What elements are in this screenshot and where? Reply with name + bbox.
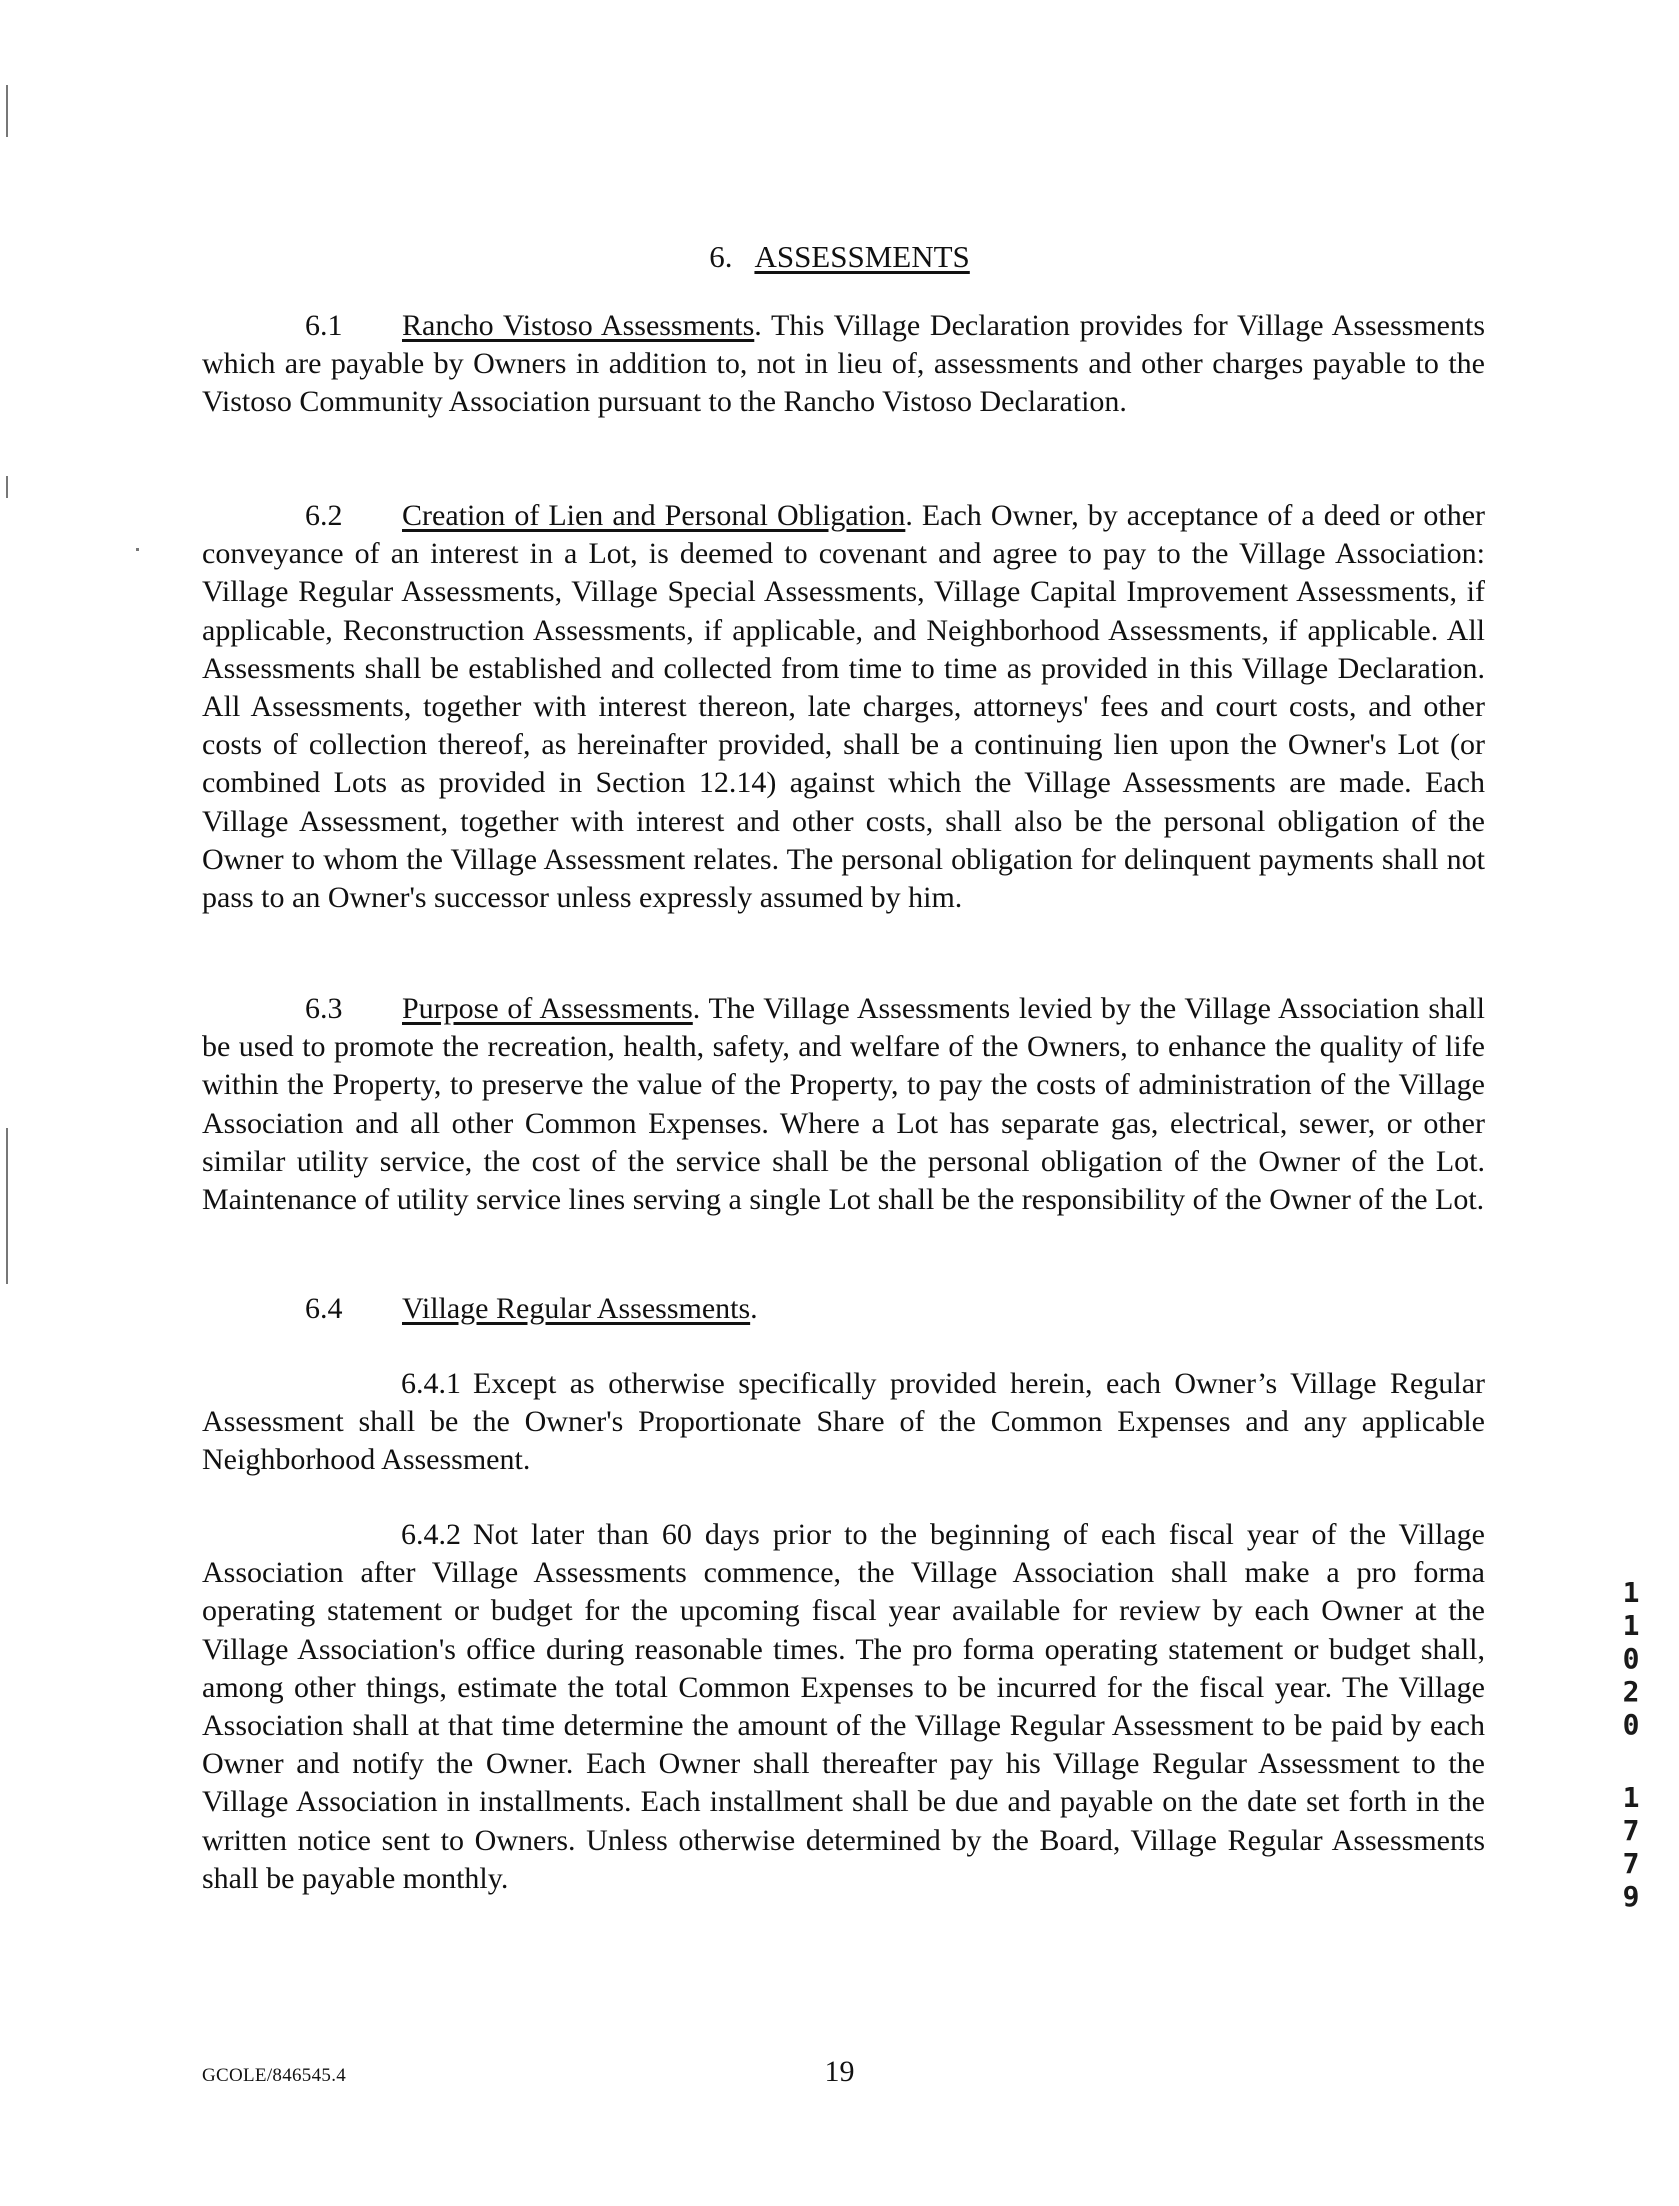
bates-digit: 7 <box>1622 1814 1640 1847</box>
bates-digit: 0 <box>1622 1642 1640 1675</box>
paragraph-number: 6.4.1 <box>401 1367 461 1400</box>
paragraph-text: . This Village Declaration provides for Village Assessments which are payable by Owners in addition to, not in lieu of, assessments and other charges payable to the Vistoso Community Association pursuant to the Rancho Vistoso Declaration. <box>202 309 1486 419</box>
paragraph-text: . The Village Assessments levied by the Village Association shall be used to promote the recreation, health, safety, and welfare of the Owners, to enhance the quality of life within the Property, to preserve the value of the Property, to pay the costs of administration of the Village Association and all other Common Expenses. Where a Lot has separate gas, electrical, sewer, or other similar utility service, the cost of the service shall be the personal obligation of the Owner of the Lot. Maintenance of utility service lines serving a single Lot shall be the responsibility of the Owner of the Lot. <box>202 992 1486 1217</box>
bates-digit: 9 <box>1622 1880 1640 1913</box>
paragraph-caption: Creation of Lien and Personal Obligation <box>402 499 906 532</box>
footer-document-id: GCOLE/846545.4 <box>202 2065 347 2086</box>
bates-digit: 1 <box>1622 1781 1640 1814</box>
footer-page-number: 19 <box>824 2055 855 2088</box>
bates-digit: 2 <box>1622 1675 1640 1708</box>
scan-artifact <box>6 1128 8 1284</box>
bates-digit: 1 <box>1622 1609 1640 1642</box>
paragraph-caption: Purpose of Assessments <box>402 992 693 1025</box>
paragraph-number: 6.2 <box>305 499 343 532</box>
paragraph-number: 6.4.2 <box>401 1518 461 1551</box>
paragraph-text: Except as otherwise specifically provided herein, each Owner’s Village Regular Assessment shall be the Owner's Proportionate Share of the Common Expenses and any applicable Neighborhood Assessment. <box>202 1367 1485 1477</box>
scan-artifact <box>136 548 139 551</box>
paragraph-caption: Village Regular Assessments <box>402 1292 751 1325</box>
section-title: ASSESSMENTS <box>754 239 970 274</box>
bates-digit: 7 <box>1622 1847 1640 1880</box>
paragraph-6-1 <box>202 307 1485 422</box>
paragraph-6-4-2 <box>202 1516 1485 1898</box>
paragraph-number: 6.3 <box>305 992 343 1025</box>
bates-stamp <box>1616 1576 1646 1913</box>
paragraph-text: . <box>750 1292 758 1325</box>
paragraph-number: 6.4 <box>305 1292 343 1325</box>
section-number: 6. <box>709 239 733 274</box>
bates-digit: 1 <box>1622 1576 1640 1609</box>
paragraph-6-4 <box>202 1290 1485 1328</box>
scan-artifact <box>6 476 8 498</box>
paragraph-6-4-1 <box>202 1365 1485 1480</box>
paragraph-caption: Rancho Vistoso Assessments <box>402 309 755 342</box>
paragraph-6-3 <box>202 990 1485 1219</box>
bates-digit: 0 <box>1622 1708 1640 1741</box>
paragraph-text: . Each Owner, by acceptance of a deed or other conveyance of an interest in a Lot, is deemed to covenant and agree to pay to the Village Association: Village Regular Assessments, Village Special Assessments, Village Capital Improvement Assessments, if applicable, Reconstruction Assessments, if applicable, and Neighborhood Assessments, if applicable. All Assessments shall be established and collected from time to time as provided in this Village Declaration. All Assessments, together with interest thereon, late charges, attorneys' fees and court costs, and other costs of collection thereof, as hereinafter provided, shall be a continuing lien upon the Owner's Lot (or combined Lots as provided in Section 12.14) against which the Village Assessments are made. Each Village Assessment, together with interest and other costs, shall also be the personal obligation of the Owner to whom the Village Assessment relates. The personal obligation for delinquent payments shall not pass to an Owner's successor unless expressly assumed by him. <box>202 499 1485 915</box>
paragraph-6-2 <box>202 497 1485 917</box>
scan-artifact <box>6 85 8 137</box>
paragraph-number: 6.1 <box>305 309 343 342</box>
paragraph-text: Not later than 60 days prior to the beginning of each fiscal year of the Village Association after Village Assessments commence, the Village Association shall make a pro forma operating statement or budget for the upcoming fiscal year available for review by each Owner at the Village Association's office during reasonable times. The pro forma operating statement or budget shall, among other things, estimate the total Common Expenses to be incurred for the fiscal year. The Village Association shall at that time determine the amount of the Village Regular Assessment to be paid by each Owner and notify the Owner. Each Owner shall thereafter pay his Village Regular Assessment to the Village Association in installments. Each installment shall be due and payable on the date set forth in the written notice sent to Owners. Unless otherwise determined by the Board, Village Regular Assessments shall be payable monthly. <box>202 1518 1485 1895</box>
section-heading <box>0 238 1679 275</box>
